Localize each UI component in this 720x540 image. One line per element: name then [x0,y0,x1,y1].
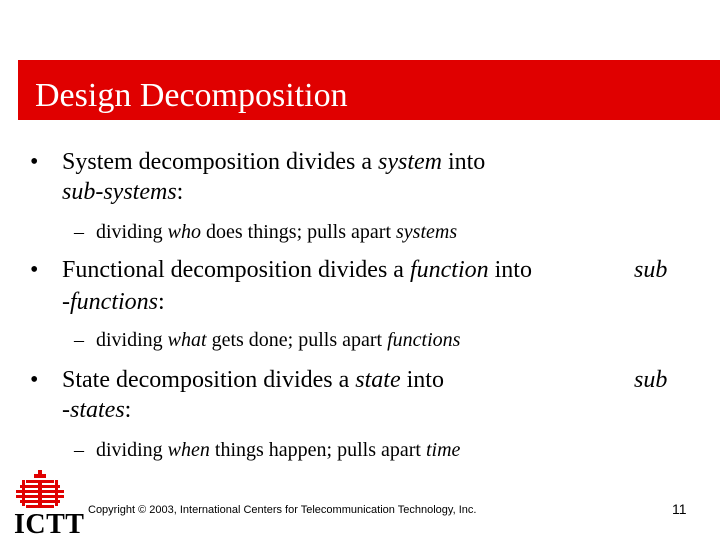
bullet-3-line-2: -states: [62,397,132,423]
bullet-marker: • [30,149,39,175]
bullet-marker: • [30,367,39,393]
bullet-3-sub: dividing when things happen; pulls apart time [96,439,461,461]
sub-bullet-dash: – [74,439,84,461]
bullet-marker: • [30,257,39,283]
sub-bullet-dash: – [74,329,84,351]
bullet-3-line-1: State decomposition divides a state into [62,367,444,393]
slide-title: Design Decomposition [35,77,348,114]
bullet-2-line-1: Functional decomposition divides a function into [62,257,532,283]
sub-bullet-dash: – [74,221,84,243]
copyright-footer: Copyright © 2003, International Centers for Telecommunication Technology, Inc. [88,504,477,516]
title-bar [18,60,720,120]
bullet-2-line-1-tail: sub [634,257,668,283]
bullet-2-sub: dividing what gets done; pulls apart functions [96,329,461,351]
ictt-logo-text: ICTT [14,509,85,540]
bullet-1-sub: dividing who does things; pulls apart systems [96,221,458,243]
bullet-1-line-1: System decomposition divides a system into [62,149,486,175]
page-number: 11 [672,501,687,517]
bullet-1-line-2: sub-systems: [62,179,184,205]
bullet-2-line-2: -functions: [62,289,165,315]
bullet-3-line-1-tail: sub [634,367,668,393]
